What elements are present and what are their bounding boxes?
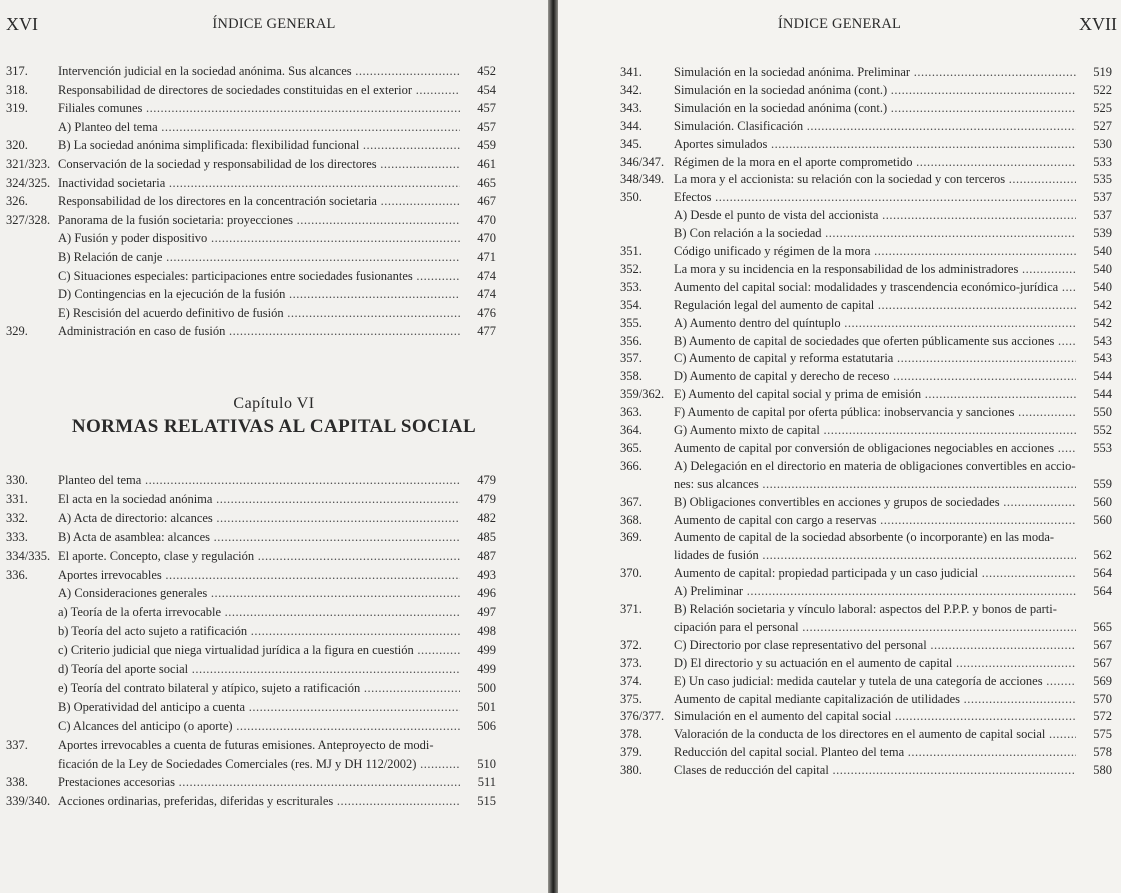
entry-page: 515 [477, 794, 496, 809]
entry-page: 474 [477, 287, 496, 302]
toc-entry [620, 511, 1112, 529]
chapter-title: NORMAS RELATIVAS AL CAPITAL SOCIAL [71, 416, 477, 437]
entry-page: 552 [1093, 423, 1112, 437]
entry-page: 485 [477, 529, 496, 544]
entry-page: 560 [1093, 494, 1112, 509]
entry-title: Responsabilidad de directores de sociedades constituidas en el exterior ..... [58, 81, 460, 99]
entry-page: 527 [1093, 118, 1112, 133]
entry-title: E) Aumento del capital social y prima de emisión ..... [674, 385, 1076, 403]
toc-entry [6, 528, 496, 546]
entry-page: 496 [477, 586, 496, 601]
running-head: ÍNDICE GENERAL [777, 16, 902, 32]
entry-title: a) Teoría de la oferta irrevocable ..... [58, 603, 460, 621]
entry-page: 572 [1093, 709, 1112, 724]
entry-page: 457 [477, 101, 496, 116]
entry-number: 343. [620, 100, 642, 115]
left-page [0, 0, 548, 893]
entry-number: 318. [6, 82, 28, 97]
toc-entry [620, 439, 1112, 457]
toc-entry [620, 117, 1112, 135]
toc-entry [6, 584, 496, 602]
entry-number: 351. [620, 244, 642, 258]
entry-number: 355. [620, 315, 642, 330]
entry-page: 459 [477, 138, 496, 153]
entry-number: 354. [620, 297, 642, 312]
entry-title: ficación de la Ley de Sociedades Comerciales (res. MJ y DH 112/2002) ..... [58, 755, 460, 773]
entry-page: 542 [1093, 315, 1112, 330]
entry-page: 550 [1093, 405, 1112, 420]
entry-page: 479 [477, 473, 496, 487]
entry-page: 493 [477, 567, 496, 582]
entry-title: El aporte. Concepto, clase y regulación ..... [58, 547, 460, 565]
toc-entry [620, 725, 1112, 743]
entry-page: 510 [477, 756, 496, 771]
entry-number: 344. [620, 118, 642, 133]
toc-entry [6, 174, 496, 192]
toc-entry [6, 155, 496, 173]
entry-page: 522 [1093, 82, 1112, 97]
entry-title: E) Un caso judicial: medida cautelar y tutela de una categoría de acciones ..... [674, 672, 1076, 690]
toc-entry [6, 322, 496, 340]
toc-entry [6, 192, 496, 210]
entry-title: Simulación en el aumento del capital social ..... [674, 707, 1076, 725]
entry-title: Intervención judicial en la sociedad anónima. Sus alcances ..... [58, 62, 460, 80]
entry-page: 474 [477, 268, 496, 283]
entry-number: 380. [620, 763, 642, 778]
toc-entry [620, 135, 1112, 153]
entry-title: cipación para el personal ..... [674, 618, 1076, 636]
entry-page: 477 [477, 324, 496, 339]
entry-page: 567 [1093, 637, 1112, 652]
entry-page: 543 [1093, 333, 1112, 348]
toc-entry [620, 332, 1112, 350]
entry-page: 580 [1093, 763, 1112, 778]
toc-entry [6, 118, 496, 136]
entry-number: 367. [620, 494, 642, 509]
toc-entry [620, 206, 1112, 224]
toc-entry [620, 242, 1112, 260]
entry-page: 540 [1093, 261, 1112, 276]
toc-entry [6, 792, 496, 810]
toc-entry [620, 188, 1112, 206]
toc-entry [620, 385, 1112, 403]
entry-number: 372. [620, 637, 642, 652]
entry-page: 465 [477, 175, 496, 190]
entry-title: A) Consideraciones generales ..... [58, 584, 460, 602]
entry-page: 519 [1093, 65, 1112, 79]
toc-entry [620, 421, 1112, 439]
entry-page: 544 [1093, 369, 1112, 384]
toc-entry [6, 755, 496, 773]
entry-page: 570 [1093, 691, 1112, 706]
entry-title: Simulación. Clasificación ..... [674, 117, 1076, 135]
entry-number: 326. [6, 194, 28, 209]
entry-title: Aumento de capital con cargo a reservas ..... [674, 511, 1076, 529]
entry-title: Clases de reducción del capital ..... [674, 761, 1076, 779]
entry-number: 341. [620, 65, 642, 79]
toc-entry [620, 528, 1112, 546]
entry-page: 575 [1093, 727, 1112, 742]
entry-number: 320. [6, 138, 28, 153]
entry-page: 562 [1093, 548, 1112, 563]
entry-page: 498 [477, 624, 496, 639]
entry-page: 461 [477, 157, 496, 171]
entry-page: 482 [477, 510, 496, 525]
entry-number: 331. [6, 491, 28, 506]
entry-number: 353. [620, 279, 642, 294]
right-page [558, 0, 1121, 893]
toc-entry [620, 475, 1112, 493]
entry-title: C) Alcances del anticipo (o aporte) ..... [58, 717, 460, 735]
entry-page: 470 [477, 231, 496, 246]
entry-title: Regulación legal del aumento de capital ..... [674, 296, 1076, 314]
entry-title: A) Fusión y poder dispositivo ..... [58, 229, 460, 247]
entry-title: D) Aumento de capital y derecho de receso ..... [674, 367, 1076, 385]
entry-title: Efectos ..... [674, 188, 1076, 206]
entry-page: 564 [1093, 566, 1112, 581]
entry-page: 565 [1093, 619, 1112, 634]
entry-title: Aumento de capital mediante capitalización de utilidades ..... [674, 690, 1076, 708]
entry-page: 457 [477, 119, 496, 134]
entry-page: 569 [1093, 673, 1112, 688]
entry-number: 369. [620, 530, 642, 545]
entry-title: Responsabilidad de los directores en la concentración societaria ..... [58, 192, 460, 210]
toc-entry [6, 99, 496, 117]
toc-entry [620, 153, 1112, 171]
toc-entry [620, 314, 1112, 332]
entry-number: 371. [620, 602, 642, 616]
entry-page: 500 [477, 680, 496, 695]
entry-number: 370. [620, 566, 642, 581]
entry-page: 487 [477, 548, 496, 563]
entry-page: 499 [477, 643, 496, 658]
toc-entry [620, 636, 1112, 654]
entry-title: Conservación de la sociedad y responsabilidad de los directores ..... [58, 155, 460, 173]
toc-entry [6, 679, 496, 697]
toc-entry [6, 603, 496, 621]
entry-number: 357. [620, 351, 642, 366]
toc-entry [6, 490, 496, 508]
entry-title: Aumento de capital: propiedad participada y un caso judicial ..... [674, 564, 1076, 582]
toc-entry [620, 170, 1112, 188]
entry-title: Simulación en la sociedad anónima. Preliminar ..... [674, 63, 1076, 81]
entry-number: 333. [6, 529, 28, 544]
book-gutter [548, 0, 558, 893]
toc-entry [6, 566, 496, 584]
toc-entry [6, 81, 496, 99]
toc-entry [6, 304, 496, 322]
entry-page: 452 [477, 64, 496, 78]
toc-entry [6, 641, 496, 659]
toc-entry [620, 564, 1112, 582]
toc-entry [6, 509, 496, 527]
entry-title: Aumento de capital por conversión de obligaciones negociables en acciones ..... [674, 439, 1076, 457]
entry-title: Inactividad societaria ..... [58, 174, 460, 192]
entry-number: 348/349. [620, 172, 665, 187]
entry-title: F) Aumento de capital por oferta pública: inobservancia y sanciones ..... [674, 403, 1076, 421]
entry-page: 497 [477, 605, 496, 620]
entry-number: 366. [620, 458, 642, 473]
entry-title: B) Relación societaria y vínculo laboral: aspectos del P.P.P. y bonos de parti- [674, 602, 1057, 616]
entry-number: 375. [620, 691, 642, 706]
entry-title: Aportes irrevocables a cuenta de futuras emisiones. Anteproyecto de modi- [58, 737, 434, 752]
toc-entry [620, 457, 1112, 475]
toc-entry [6, 547, 496, 565]
entry-page: 540 [1093, 279, 1112, 294]
entry-page: 506 [477, 718, 496, 733]
entry-title: B) La sociedad anónima simplificada: flexibilidad funcional ..... [58, 136, 460, 154]
entry-page: 533 [1093, 154, 1112, 169]
entry-title: A) Preliminar ..... [674, 582, 1076, 600]
entry-page: 537 [1093, 208, 1112, 223]
entry-number: 336. [6, 567, 28, 582]
entry-title: D) El directorio y su actuación en el aumento de capital ..... [674, 654, 1076, 672]
entry-title: Simulación en la sociedad anónima (cont.) ..... [674, 99, 1076, 117]
toc-entry [6, 211, 496, 229]
entry-number: 334/335. [6, 548, 51, 563]
entry-number: 376/377. [620, 709, 665, 724]
running-head: ÍNDICE GENERAL [212, 16, 336, 32]
toc-entry [6, 136, 496, 154]
toc-entry [620, 654, 1112, 672]
entry-title: C) Situaciones especiales: participaciones entre sociedades fusionantes ..... [58, 267, 460, 285]
toc-entry [6, 660, 496, 678]
entry-title: Reducción del capital social. Planteo del tema ..... [674, 743, 1076, 761]
entry-title: A) Delegación en el directorio en materia de obligaciones convertibles en accio- [674, 458, 1076, 473]
toc-entry [6, 736, 496, 754]
entry-title: Acciones ordinarias, preferidas, diferidas y escriturales ..... [58, 792, 460, 810]
toc-entry [6, 267, 496, 285]
toc-entry [620, 278, 1112, 296]
toc-entry [6, 62, 496, 80]
entry-page: 543 [1093, 351, 1112, 366]
entry-number: 368. [620, 512, 642, 527]
toc-entry [620, 349, 1112, 367]
entry-number: 374. [620, 673, 642, 688]
entry-title: Aumento de capital de la sociedad absorbente (o incorporante) en las moda- [674, 530, 1055, 545]
toc-entry [6, 622, 496, 640]
entry-number: 317. [6, 64, 28, 78]
toc-entry [620, 81, 1112, 99]
entry-number: 329. [6, 324, 28, 339]
entry-title: Aportes simulados ..... [674, 135, 1076, 153]
entry-title: G) Aumento mixto de capital ..... [674, 421, 1076, 439]
entry-title: Panorama de la fusión societaria: proyecciones ..... [58, 211, 460, 229]
entry-number: 359/362. [620, 387, 665, 402]
toc-entry [620, 690, 1112, 708]
page-number: XVI [6, 14, 38, 34]
toc-entry [620, 403, 1112, 421]
entry-title: E) Rescisión del acuerdo definitivo de fusión ..... [58, 304, 460, 322]
entry-page: 525 [1093, 100, 1112, 115]
entry-title: A) Aumento dentro del quíntuplo ..... [674, 314, 1076, 332]
entry-title: El acta en la sociedad anónima ..... [58, 490, 460, 508]
entry-title: C) Aumento de capital y reforma estatutaria ..... [674, 349, 1076, 367]
entry-title: B) Acta de asamblea: alcances ..... [58, 528, 460, 546]
entry-number: 345. [620, 136, 642, 151]
entry-page: 511 [477, 775, 496, 790]
entry-title: e) Teoría del contrato bilateral y atípico, sujeto a ratificación ..... [58, 679, 460, 697]
entry-page: 539 [1093, 226, 1112, 241]
entry-number: 373. [620, 655, 642, 670]
entry-title: Planteo del tema ..... [58, 471, 460, 489]
entry-title: La mora y el accionista: su relación con la sociedad y con terceros ..... [674, 170, 1076, 188]
entry-title: Aumento del capital social: modalidades y trascendencia económico-jurídica ..... [674, 278, 1076, 296]
entry-page: 559 [1093, 476, 1112, 491]
entry-title: C) Directorio por clase representativo del personal ..... [674, 636, 1076, 654]
toc-entry [620, 367, 1112, 385]
toc-entry [6, 717, 496, 735]
entry-title: La mora y su incidencia en la responsabilidad de los administradores ..... [674, 260, 1076, 278]
entry-number: 321/323. [6, 157, 51, 171]
chapter-label: Capítulo VI [233, 395, 315, 412]
entry-title: Aportes irrevocables ..... [58, 566, 460, 584]
entry-title: B) Con relación a la sociedad ..... [674, 224, 1076, 242]
entry-page: 479 [477, 491, 496, 506]
entry-page: 467 [477, 194, 496, 209]
entry-title: A) Planteo del tema ..... [58, 118, 460, 136]
toc-entry [6, 285, 496, 303]
toc-entry [6, 248, 496, 266]
entry-number: 324/325. [6, 175, 51, 190]
entry-number: 365. [620, 440, 642, 455]
entry-title: d) Teoría del aporte social ..... [58, 660, 460, 678]
toc-entry [620, 99, 1112, 117]
entry-title: Filiales comunes ..... [58, 99, 460, 117]
entry-page: 567 [1093, 655, 1112, 670]
entry-number: 363. [620, 405, 642, 420]
entry-title: Simulación en la sociedad anónima (cont.) ..... [674, 81, 1076, 99]
toc-entry [620, 761, 1112, 779]
entry-page: 578 [1093, 745, 1112, 760]
entry-title: A) Acta de directorio: alcances ..... [58, 509, 460, 527]
entry-page: 544 [1093, 387, 1112, 402]
entry-title: nes: sus alcances ..... [674, 475, 1076, 493]
entry-title: B) Aumento de capital de sociedades que oferten públicamente sus acciones ..... [674, 332, 1076, 350]
entry-title: Régimen de la mora en el aporte comprometido ..... [674, 153, 1076, 171]
entry-title: A) Desde el punto de vista del accionista ..... [674, 206, 1076, 224]
entry-page: 560 [1093, 512, 1112, 527]
entry-page: 476 [477, 305, 496, 320]
toc-entry [6, 471, 496, 489]
entry-number: 338. [6, 775, 28, 790]
entry-page: 537 [1093, 190, 1112, 205]
entry-page: 553 [1093, 440, 1112, 455]
toc-entry [620, 296, 1112, 314]
toc-entry [620, 546, 1112, 564]
toc-entry [620, 63, 1112, 81]
entry-title: c) Criterio judicial que niega virtualidad jurídica a la figura en cuestión ..... [58, 641, 460, 659]
entry-number: 356. [620, 333, 642, 348]
entry-title: Administración en caso de fusión ..... [58, 322, 460, 340]
entry-page: 542 [1093, 297, 1112, 312]
entry-number: 319. [6, 101, 28, 116]
entry-number: 364. [620, 423, 642, 437]
entry-page: 470 [477, 212, 496, 227]
entry-page: 454 [477, 82, 496, 97]
toc-entry [620, 618, 1112, 636]
entry-title: B) Obligaciones convertibles en acciones y grupos de sociedades ..... [674, 493, 1076, 511]
entry-number: 342. [620, 82, 642, 97]
entry-number: 358. [620, 369, 642, 384]
toc-entry [6, 698, 496, 716]
toc-entry [620, 672, 1112, 690]
entry-title: B) Operatividad del anticipo a cuenta ..... [58, 698, 460, 716]
entry-page: 501 [477, 699, 496, 714]
entry-page: 540 [1093, 244, 1112, 258]
entry-page: 471 [477, 250, 496, 264]
entry-title: Valoración de la conducta de los directores en el aumento de capital social ..... [674, 725, 1076, 743]
entry-title: B) Relación de canje ..... [58, 248, 460, 266]
entry-number: 330. [6, 473, 28, 487]
entry-number: 378. [620, 727, 642, 742]
entry-number: 379. [620, 745, 642, 760]
entry-number: 350. [620, 190, 642, 205]
entry-title: D) Contingencias en la ejecución de la fusión ..... [58, 285, 460, 303]
entry-page: 499 [477, 662, 496, 676]
entry-number: 346/347. [620, 154, 665, 169]
entry-number: 332. [6, 510, 28, 525]
entry-number: 337. [6, 737, 28, 752]
entry-number: 352. [620, 261, 642, 276]
entry-page: 564 [1093, 584, 1112, 599]
entry-page: 530 [1093, 136, 1112, 151]
toc-entry [6, 773, 496, 791]
entry-title: Prestaciones accesorias ..... [58, 773, 460, 791]
toc-entry [620, 600, 1112, 618]
entry-title: lidades de fusión ..... [674, 546, 1076, 564]
toc-entry [620, 493, 1112, 511]
toc-entry [620, 224, 1112, 242]
entry-number: 327/328. [6, 212, 51, 227]
entry-number: 339/340. [6, 794, 51, 809]
toc-entry [620, 260, 1112, 278]
page-number: XVII [1079, 14, 1117, 34]
toc-entry [620, 707, 1112, 725]
entry-page: 535 [1093, 172, 1112, 187]
entry-title: b) Teoría del acto sujeto a ratificación ..... [58, 622, 460, 640]
entry-title: Código unificado y régimen de la mora ..... [674, 242, 1076, 260]
toc-entry [620, 582, 1112, 600]
toc-entry [6, 229, 496, 247]
toc-entry [620, 743, 1112, 761]
